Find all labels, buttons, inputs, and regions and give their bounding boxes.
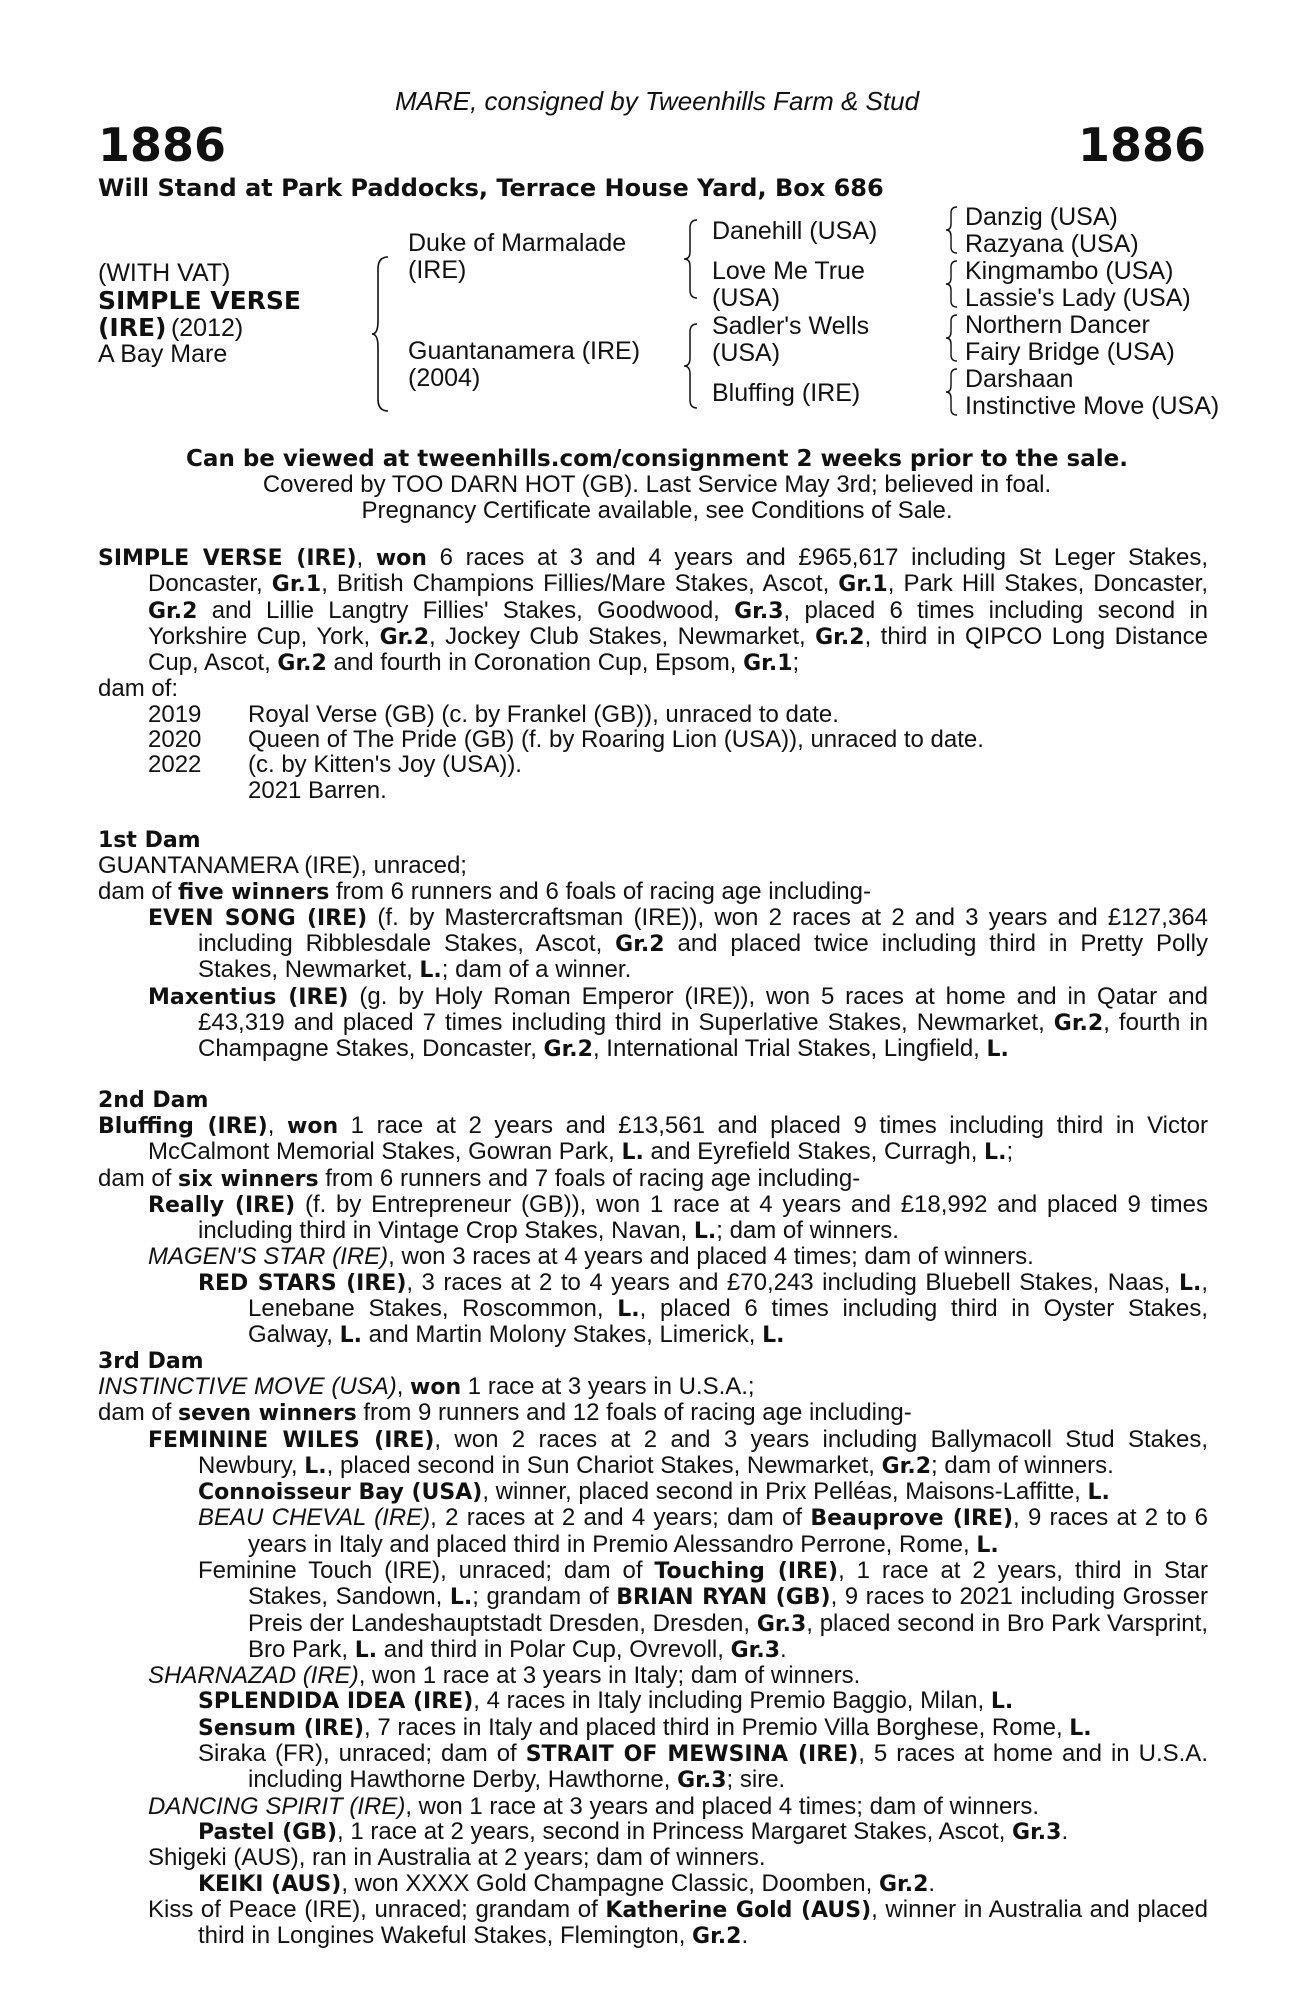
lot-number-right: 1886: [1077, 118, 1206, 172]
dam3-record: INSTINCTIVE MOVE (USA), won 1 race at 3 years in U.S.A.;: [98, 1372, 755, 1400]
brace-3a: [944, 205, 960, 255]
vat-note: (WITH VAT): [98, 259, 231, 287]
progeny-row: 2021 Barren.: [248, 776, 387, 804]
produce-entry: SHARNAZAD (IRE), won 1 race at 3 years in Italy; dam of winners.: [148, 1662, 861, 1690]
produce-entry: Sensum (IRE), 7 races in Italy and placed third in Premio Villa Borghese, Rome, L.: [198, 1713, 1092, 1741]
ggp-6: Fairy Bridge (USA): [965, 338, 1175, 366]
produce-entry: BEAU CHEVAL (IRE), 2 races at 2 and 4 years; dam of Beauprove (IRE), 9 races at 2 to 6 years in Italy and placed third in Premio Alessandro Perrone, Rome, L.: [198, 1504, 1209, 1558]
produce-entry: FEMININE WILES (IRE), won 2 races at 2 and 3 years including Ballymacoll Stud Stakes, Newbury, L., placed second in Sun Chariot Stakes, Newmarket, Gr.2; dam of winners.: [148, 1425, 1208, 1479]
brace-2b: [682, 322, 700, 410]
ggp-7: Darshaan: [965, 365, 1074, 393]
brace-3c: [944, 313, 960, 363]
stand-location: Will Stand at Park Paddocks, Terrace House Yard, Box 686: [98, 174, 884, 202]
brace-2a: [682, 218, 700, 300]
ggp-5: Northern Dancer: [965, 311, 1150, 339]
brace-3b: [944, 259, 960, 309]
produce-entry: Pastel (GB), 1 race at 2 years, second in Princess Margaret Stakes, Ascot, Gr.3.: [198, 1817, 1069, 1845]
covered-note: Covered by TOO DARN HOT (GB). Last Service May 3rd; believed in foal.: [262, 471, 1052, 498]
progeny-row: 2019 Royal Verse (GB) (c. by Frankel (GB)), unraced to date.: [148, 700, 839, 728]
ggp-3: Kingmambo (USA): [965, 257, 1174, 285]
produce-entry: Really (IRE) (f. by Entrepreneur (GB)), won 1 race at 4 years and £18,992 and placed 9 times including third in Vintage Crop Stakes, Navan, L.; dam of winners.: [148, 1190, 1208, 1245]
produce-entry: Feminine Touch (IRE), unraced; dam of Touching (IRE), 1 race at 2 years, third in Star Stakes, Sandown, L.; grandam of BRIAN RYAN (GB), 9 races to 2021 including Grosser Preis der Landeshauptstadt Dresden, Dresden, Gr.3, placed second in Bro Park Varsprint, Bro Park, L. and third in Polar Cup, Ovrevoll, Gr.3.: [198, 1556, 1208, 1663]
produce-entry: Connoisseur Bay (USA), winner, placed second in Prix Pelléas, Maisons-Laffitte, L.: [198, 1478, 1110, 1506]
brace-1: [370, 255, 392, 413]
catalogue-body: [98, 545, 1208, 1949]
dam-dam: Bluffing (IRE): [712, 379, 861, 407]
dam1-summary: dam of five winners from 6 runners and 6 foals of racing age including-: [98, 877, 871, 905]
horse-suffix: (IRE) (2012): [98, 313, 244, 342]
ggp-8: Instinctive Move (USA): [965, 392, 1220, 420]
produce-entry: Maxentius (IRE) (g. by Holy Roman Emperor (IRE)), won 5 races at home and in Qatar and £43,319 and placed 7 times including third in Superlative Stakes, Newmarket, Gr.2, fourth in Champagne Stakes, Doncaster, Gr.2, International Trial Stakes, Lingfield, L.: [148, 982, 1208, 1063]
horse-record: SIMPLE VERSE (IRE), won 6 races at 3 and 4 years and £965,617 including St Leger Stakes, Doncaster, Gr.1, British Champions Fillies/Mare Stakes, Ascot, Gr.1, Park Hill Stakes, Doncaster, Gr.2 and Lillie Langtry Fillies' Stakes, Goodwood, Gr.3, placed 6 times including second in Yorkshire Cup, York, Gr.2, Jockey Club Stakes, Newmarket, Gr.2, third in QIPCO Long Distance Cup, Ascot, Gr.2 and fourth in Coronation Cup, Epsom, Gr.1;: [98, 544, 1209, 677]
dam1-record: GUANTANAMERA (IRE), unraced;: [98, 852, 467, 880]
produce-entry: Shigeki (AUS), ran in Australia at 2 years; dam of winners.: [148, 1844, 766, 1872]
ggp-1: Danzig (USA): [965, 203, 1118, 231]
progeny-row: 2020 Queen of The Pride (GB) (f. by Roaring Lion (USA)), unraced to date.: [148, 726, 984, 754]
dam2-record: Bluffing (IRE), won 1 race at 2 years and £13,561 and placed 9 times including third in Victor McCalmont Memorial Stakes, Gowran Park, L. and Eyrefield Stakes, Curragh, L.;: [98, 1111, 1209, 1166]
produce-entry: EVEN SONG (IRE) (f. by Mastercraftsman (IRE)), won 2 races at 2 and 3 years and £127,364 including Ribblesdale Stakes, Ascot, Gr.2 and placed twice including third in Pretty Polly Stakes, Newmarket, L.; dam of a winner.: [148, 903, 1208, 984]
ggp-2: Razyana (USA): [965, 230, 1139, 258]
heading-3rd-dam: 3rd Dam: [98, 1348, 204, 1374]
produce-entry: Kiss of Peace (IRE), unraced; grandam of Katherine Gold (AUS), winner in Australia and placed third in Longines Wakeful Stakes, Flemington, Gr.2.: [148, 1895, 1208, 1950]
certificate-note: Pregnancy Certificate available, see Conditions of Sale.: [361, 497, 953, 524]
produce-entry: RED STARS (IRE), 3 races at 2 to 4 years and £70,243 including Bluebell Stakes, Naas, L., Lenebane Stakes, Roscommon, L., placed 6 times including third in Oyster Stakes, Galway, L. and Martin Molony Stakes, Limerick, L.: [198, 1268, 1208, 1349]
dam: Guantanamera (IRE) (2004): [408, 337, 641, 392]
produce-entry: SPLENDIDA IDEA (IRE), 4 races in Italy including Premio Baggio, Milan, L.: [198, 1687, 1014, 1715]
ggp-4: Lassie's Lady (USA): [965, 284, 1191, 312]
produce-entry: MAGEN'S STAR (IRE), won 3 races at 4 years and placed 4 times; dam of winners.: [148, 1243, 1034, 1271]
dam-of-label: dam of:: [98, 675, 179, 703]
viewing-note: Can be viewed at tweenhills.com/consignment 2 weeks prior to the sale.: [186, 446, 1128, 472]
lot-number-left: 1886: [98, 118, 227, 172]
produce-entry: Siraka (FR), unraced; dam of STRAIT OF MEWSINA (IRE), 5 races at home and in U.S.A. including Hawthorne Derby, Hawthorne, Gr.3; sire.: [198, 1740, 1208, 1794]
horse-description: A Bay Mare: [98, 340, 228, 368]
sire-dam: Love Me True (USA): [712, 257, 865, 312]
sire-sire: Danehill (USA): [712, 217, 878, 245]
produce-entry: KEIKI (AUS), won XXXX Gold Champagne Classic, Doomben, Gr.2.: [198, 1869, 936, 1897]
dam2-summary: dam of six winners from 6 runners and 7 foals of racing age including-: [98, 1164, 861, 1192]
produce-entry: DANCING SPIRIT (IRE), won 1 race at 3 years and placed 4 times; dam of winners.: [148, 1792, 1039, 1820]
dam3-summary: dam of seven winners from 9 runners and 12 foals of racing age including-: [98, 1399, 912, 1427]
heading-1st-dam: 1st Dam: [98, 827, 201, 853]
dam-sire: Sadler's Wells (USA): [712, 312, 870, 367]
progeny-row: 2022 (c. by Kitten's Joy (USA)).: [148, 751, 522, 779]
consignor-line: MARE, consigned by Tweenhills Farm & Stud: [394, 86, 920, 116]
sire: Duke of Marmalade (IRE): [408, 229, 627, 284]
brace-3d: [944, 367, 960, 417]
horse-name: SIMPLE VERSE: [98, 286, 301, 315]
heading-2nd-dam: 2nd Dam: [98, 1087, 209, 1113]
